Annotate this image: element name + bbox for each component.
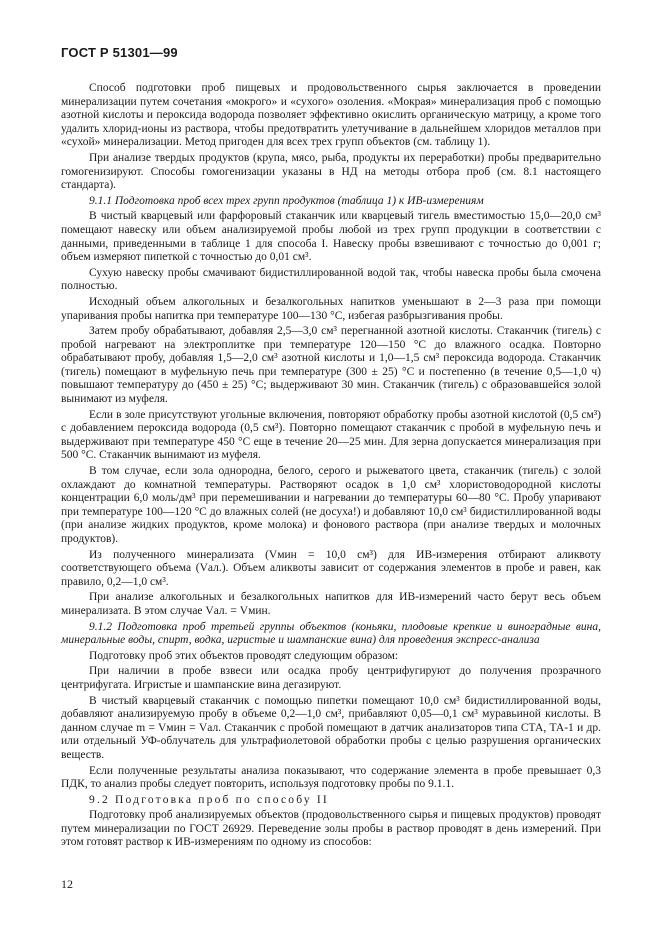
page-number: 12 (61, 877, 73, 891)
paragraph-quartz-cup: В чистый кварцевый или фарфоровый стаканчик или кварцевый тигель вместимостью 15,0—20,0 см³ помещают навеску или объем анализируемой пробы любой из трех групп продукции в соответствии с данными, приведенными в таблице 1 для способа I. Навеску пробы взвешивают с точностью до 0,001 г; объем измеряют пипеткой с точностью до 0,01 см³. (61, 210, 601, 264)
paragraph-homogeneous-ash: В том случае, если зола однородна, белого, серого и рыжеватого цвета, стаканчик (тигель) с золой охлаждают до комнатной температуры. Растворяют осадок в 1,0 см³ хлористоводородной кислоты концентрации 6,0 моль/дм³ при перемешивании и нагревании до температуры 60—80 °С. Пробу упаривают при температуре 100—120 °С до влажных солей (не досуха!) и добавляют 10,0 см³ бидистиллированной воды (при анализе жидких продуктов, кроме молока) и фонового раствора (при анализе твердых и молочных продуктов). (61, 465, 601, 545)
paragraph-uv-treatment: В чистый кварцевый стаканчик с помощью пипетки помещают 10,0 см³ бидистиллированной воды, добавляют анализируемую пробу в объеме 0,2—1,0 см³, прибавляют 0,05—0,1 см³ муравьиной кислоты. В данном случае m = Vмин = Vал. Стаканчик с пробой помещают в датчик анализаторов типа СТА, ТА-1 и др. или отдельный УФ-облучатель для ультрафиолетовой обработки пробы с целью разрушения органических веществ. (61, 694, 601, 761)
paragraph-nitric-acid-treatment: Затем пробу обрабатывают, добавляя 2,5—3,0 см³ перегнанной азотной кислоты. Стаканчик (тигель) с пробой нагревают на электроплитке при температуре 120—150 °С до влажного осадка. Повторно обрабатывают пробу, добавляя 1,5—2,0 см³ азотной кислоты и 1,0—1,5 см³ пероксида водорода. Стаканчик (тигель) помещают в муфельную печь при температуре (300 ± 25) °С и постепенно (в течение 0,5—1,0 ч) повышают температуру до (450 ± 25) °С; выдерживают 30 мин. Стаканчик (тигель) с образовавшейся золой вынимают из муфеля. (61, 325, 601, 406)
paragraph-initial-volume: Исходный объем алкогольных и безалкогольных напитков уменьшают в 2—3 раза при помощи упаривания пробы напитка при температуре 100—130 °С, избегая разбрызгивания пробы. (61, 295, 601, 322)
paragraph-objects-preparation: Подготовку проб этих объектов проводят следующим образом: (89, 649, 399, 662)
paragraph-method-ii: Подготовку проб анализируемых объектов (продовольственного сырья и пищевых продуктов) проводят путем минерализации по ГОСТ 26929. Переведение золы пробы в раствор проводят в день измерений. При этом готовят раствор к ИВ-измерениям по одному из способов: (61, 809, 601, 849)
paragraph-preparation-method: Способ подготовки проб пищевых и продовольственного сырья заключается в проведении минерализации путем сочетания «мокрого» и «сухого» озоления. «Мокрая» минерализация проб с помощью азотной кислоты и пероксида водорода позволяет эффективно окислить органическую матрицу, а кроме того удалить хлорид-ионы из раствора, чтобы предотвратить улетучивание в дальнейшем хлоридов металлов при «сухой» минерализации. Метод пригоден для всех трех групп объектов (см. таблицу 1). (61, 82, 601, 149)
heading-9-1-1: 9.1.1 Подготовка проб всех трех групп продуктов (таблица 1) к ИВ-измерениям (89, 194, 484, 207)
paragraph-dry-sample: Сухую навеску пробы смачивают бидистиллированной водой так, чтобы навеска пробы была смочена полностью. (61, 266, 601, 293)
paragraph-coal-inclusions: Если в золе присутствуют угольные включения, повторяют обработку пробы азотной кислотой (0,5 см³) с добавлением пероксида водорода (0,5 см³). Повторно помещают стаканчик с пробой в муфельную печь и выдерживают при температуре 450 °С еще в течение 20—25 мин. Для зерна допускается минерализация при 500 °С. Стаканчик вынимают из муфеля. (61, 408, 601, 462)
document-body (61, 82, 601, 850)
standard-header: ГОСТ Р 51301—99 (61, 45, 178, 60)
paragraph-solid-products: При анализе твердых продуктов (крупа, мясо, рыба, продукты их переработки) пробы предварительно гомогенизируют. Способы гомогенизации указаны в НД на методы отбора проб (см. 8.1 настоящего стандарта). (61, 151, 601, 192)
paragraph-centrifugation: При наличии в пробе взвеси или осадка пробу центрифугируют до получения прозрачного центрифугата. Игристые и шампанские вина дегазируют. (61, 665, 601, 691)
heading-9-2: 9.2 Подготовка проб по способу II (89, 793, 329, 806)
paragraph-repeat-analysis: Если полученные результаты анализа показывают, что содержание элемента в пробе превышает 0,3 ПДК, то анализ пробы следует повторить, используя подготовку пробы по 9.1.1. (61, 764, 601, 791)
heading-9-1-2: 9.1.2 Подготовка проб третьей группы объектов (коньяки, плодовые крепкие и виноградные вина, минеральные воды, спирт, водка, игристые и шампанские вина) для проведения экспресс-анализа (61, 620, 601, 647)
paragraph-mineralizate-aliquot: Из полученного минерализата (Vмин = 10,0 см³) для ИВ-измерения отбирают аликвоту соответствующего объема (Vал.). Объем аликвоты зависит от содержания элементов в пробе и равен, как правило, 0,2—1,0 см³. (61, 548, 601, 588)
paragraph-beverages-volume: При анализе алкогольных и безалкогольных напитков для ИВ-измерений часто берут весь объем минерализата. В этом случае Vал. = Vмин. (61, 591, 601, 617)
